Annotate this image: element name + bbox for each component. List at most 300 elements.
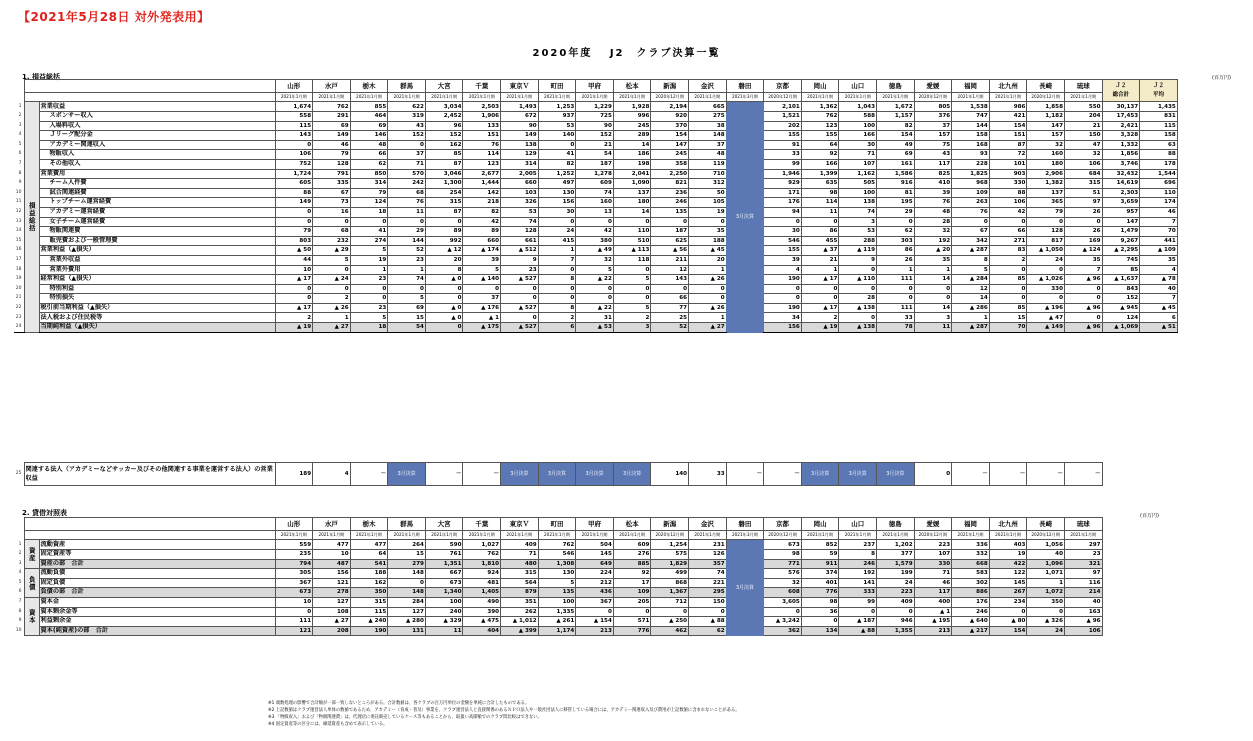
club-header: 甲府 (576, 80, 614, 93)
value-cell: － (764, 463, 802, 486)
value-cell: ▲ 45 (1140, 303, 1178, 313)
value-cell: 110 (613, 227, 651, 237)
value-cell: 67 (952, 227, 990, 237)
fiscal-period: 2020年12月期 (764, 531, 802, 540)
value-cell: ▲ 2,295 (1102, 246, 1140, 256)
value-cell: 32 (1027, 140, 1065, 150)
value-cell: 911 (801, 559, 839, 569)
value-cell: ▲ 0 (425, 313, 463, 323)
value-cell: 315 (350, 597, 388, 607)
value-cell: 0 (952, 217, 990, 227)
table-row (14, 112, 1177, 122)
club-header: 福岡 (952, 80, 990, 93)
value-cell: 82 (538, 159, 576, 169)
value-cell: 146 (350, 131, 388, 141)
value-cell: ▲ 88 (839, 626, 877, 636)
value-cell: ▲ 138 (839, 323, 877, 333)
value-cell: 886 (952, 588, 990, 598)
value-cell: 46 (914, 578, 952, 588)
value-cell: ▲ 27 (689, 323, 727, 333)
value-cell: 326 (501, 198, 539, 208)
value-cell: 246 (651, 198, 689, 208)
club-header: 琉球 (1064, 518, 1102, 531)
value-cell: 245 (651, 150, 689, 160)
value-cell: 3 (839, 217, 877, 227)
value-cell: 135 (538, 588, 576, 598)
table-row (14, 131, 1177, 141)
value-cell: 314 (501, 159, 539, 169)
value-cell: 605 (275, 179, 313, 189)
value-cell: 8 (538, 275, 576, 285)
value-cell: 50 (689, 188, 727, 198)
value-cell: 14 (613, 207, 651, 217)
value-cell: 0 (1027, 607, 1065, 617)
fiscal-period: 2020年12月期 (914, 93, 952, 102)
value-cell: 665 (689, 102, 727, 112)
value-cell: 4 (1140, 265, 1178, 275)
value-cell: ▲ 1,069 (1102, 323, 1140, 333)
fiscal-period: 2021年1月期 (613, 93, 651, 102)
value-cell: 403 (989, 540, 1027, 550)
iwata-march-closing: 3月決算 (726, 102, 764, 332)
j2-header: Ｊ２ 総合計 (1102, 80, 1140, 102)
value-cell: ▲ 113 (613, 246, 651, 256)
table-row (14, 236, 1177, 246)
value-cell: 315 (1064, 179, 1102, 189)
value-cell: 20 (689, 255, 727, 265)
value-cell: 143 (651, 275, 689, 285)
value-cell: 106 (1064, 626, 1102, 636)
fiscal-period: 2021年1月期 (989, 531, 1027, 540)
value-cell: 100 (538, 597, 576, 607)
value-cell: 302 (952, 578, 990, 588)
value-cell: 11 (388, 207, 426, 217)
row-label: 法人税および住民税等 (39, 313, 275, 323)
value-cell: 232 (313, 236, 351, 246)
row-number: 1 (18, 541, 22, 547)
value-cell: 5 (538, 578, 576, 588)
value-cell: 85 (425, 150, 463, 160)
value-cell: 0 (989, 265, 1027, 275)
club-header: 水戸 (313, 80, 351, 93)
value-cell: 87 (425, 159, 463, 169)
fiscal-period: 2021年1月期 (463, 531, 501, 540)
value-cell: 37 (388, 150, 426, 160)
value-cell: － (1027, 463, 1065, 486)
club-header: 新潟 (651, 518, 689, 531)
value-cell: 684 (1064, 169, 1102, 179)
value-cell: 771 (764, 559, 802, 569)
value-cell: 609 (576, 179, 614, 189)
value-cell: 2,503 (463, 102, 501, 112)
value-cell: 920 (651, 112, 689, 122)
value-cell: ▲ 26 (689, 275, 727, 285)
row-number: 21 (15, 295, 22, 301)
value-cell: 9 (839, 255, 877, 265)
value-cell: 98 (801, 597, 839, 607)
value-cell: 79 (313, 150, 351, 160)
value-cell: － (350, 463, 388, 486)
row-label: 女子チーム運営経費 (39, 217, 275, 227)
value-cell: 279 (388, 559, 426, 569)
value-cell: 62 (689, 626, 727, 636)
value-cell: 805 (914, 102, 952, 112)
value-cell: 46 (1140, 207, 1178, 217)
value-cell: 79 (1027, 207, 1065, 217)
table-row (14, 463, 1102, 486)
value-cell: 752 (275, 159, 313, 169)
value-cell: 89 (425, 227, 463, 237)
value-cell: 357 (689, 559, 727, 569)
club-header: 金沢 (689, 518, 727, 531)
value-cell: 91 (764, 140, 802, 150)
value-cell: 2,303 (1102, 188, 1140, 198)
value-cell: 124 (350, 198, 388, 208)
value-cell: 87 (989, 140, 1027, 150)
value-cell: ▲ 50 (275, 246, 313, 256)
value-cell: 82 (877, 121, 915, 131)
value-cell: 0 (538, 284, 576, 294)
value-cell: 2 (538, 313, 576, 323)
value-cell: 54 (388, 323, 426, 333)
value-cell: 1,579 (877, 559, 915, 569)
value-cell: 137 (1027, 188, 1065, 198)
value-cell: 436 (576, 588, 614, 598)
value-cell: 499 (651, 569, 689, 579)
value-cell: 1,586 (877, 169, 915, 179)
value-cell: 0 (463, 284, 501, 294)
fiscal-period: 2021年1月期 (952, 531, 990, 540)
value-cell: 2 (989, 255, 1027, 265)
value-cell: 409 (877, 597, 915, 607)
value-cell: 0 (764, 607, 802, 617)
value-cell: 62 (350, 159, 388, 169)
value-cell: 79 (350, 188, 388, 198)
value-cell: 155 (764, 131, 802, 141)
value-cell: 850 (350, 169, 388, 179)
value-cell: 1,056 (1027, 540, 1065, 550)
value-cell: 24 (538, 227, 576, 237)
value-cell: 263 (952, 198, 990, 208)
value-cell: ▲ 51 (1140, 323, 1178, 333)
value-cell: 696 (1140, 179, 1178, 189)
fiscal-period: 2021年1月期 (877, 531, 915, 540)
value-cell: ▲ 17 (801, 303, 839, 313)
fiscal-period: 2021年1月期 (275, 531, 313, 540)
value-cell: 186 (613, 150, 651, 160)
table-row (14, 626, 1102, 636)
value-cell: 118 (613, 255, 651, 265)
fiscal-period: 2021年1月期 (839, 93, 877, 102)
value-cell: 0 (576, 607, 614, 617)
row-label: 営業費用 (39, 169, 275, 179)
value-cell: 41 (538, 150, 576, 160)
value-cell: 570 (388, 169, 426, 179)
page-title: 2020年度 J2 クラブ決算一覧 (532, 48, 721, 59)
value-cell: ▲ 138 (839, 303, 877, 313)
value-cell: 240 (425, 607, 463, 617)
value-cell: 625 (651, 236, 689, 246)
table-row (14, 121, 1177, 131)
fiscal-period: 2021年1月期 (689, 531, 727, 540)
value-cell: 163 (1064, 607, 1102, 617)
value-cell: 156 (313, 569, 351, 579)
value-cell: 330 (1027, 284, 1065, 294)
value-cell: 34 (764, 313, 802, 323)
value-cell: 2 (275, 313, 313, 323)
value-cell: ▲ 280 (388, 617, 426, 627)
value-cell: 116 (1064, 578, 1102, 588)
value-cell: 155 (764, 246, 802, 256)
value-cell: 54 (576, 150, 614, 160)
row-number: 6 (18, 589, 22, 595)
pl-unit: (百万円) (1212, 75, 1231, 81)
value-cell: 37 (463, 294, 501, 304)
value-cell: 106 (989, 198, 1027, 208)
value-cell: 1 (877, 265, 915, 275)
value-cell: 218 (463, 198, 501, 208)
value-cell: 74 (388, 275, 426, 285)
value-cell: 53 (538, 121, 576, 131)
header-blank (24, 518, 275, 531)
value-cell: ▲ 174 (463, 246, 501, 256)
value-cell: 497 (538, 179, 576, 189)
value-cell: 17 (613, 578, 651, 588)
value-cell: 0 (1027, 294, 1065, 304)
value-cell: 550 (1064, 102, 1102, 112)
value-cell: 0 (388, 217, 426, 227)
value-cell: 42 (576, 227, 614, 237)
footnote: ※1 端数処理の影響で合計額が一部一致しないところがある。合計数値は、各クラブの百万円単位の金額を単純に合計したものである。 (268, 701, 530, 706)
value-cell: 71 (839, 150, 877, 160)
club-header: 長崎 (1027, 80, 1065, 93)
value-cell: 5 (388, 294, 426, 304)
value-cell: 76 (463, 140, 501, 150)
value-cell: 176 (952, 597, 990, 607)
value-cell: ▲ 26 (689, 303, 727, 313)
value-cell: 24 (1027, 255, 1065, 265)
value-cell: 245 (613, 121, 651, 131)
value-cell: 128 (313, 159, 351, 169)
value-cell: 129 (501, 150, 539, 160)
value-cell: ▲ 47 (1027, 313, 1065, 323)
value-cell: 0 (877, 217, 915, 227)
value-cell: 0 (350, 294, 388, 304)
value-cell: 1,444 (463, 179, 501, 189)
value-cell: 319 (388, 112, 426, 122)
value-cell: ▲ 96 (1064, 617, 1102, 627)
value-cell: 1,202 (877, 540, 915, 550)
value-cell: 2,041 (613, 169, 651, 179)
value-cell: 0 (989, 284, 1027, 294)
value-cell: 150 (689, 597, 727, 607)
value-cell: 673 (764, 540, 802, 550)
value-cell: 115 (275, 121, 313, 131)
value-cell: － (726, 463, 764, 486)
value-cell: 1,182 (1027, 112, 1065, 122)
value-cell: ▲ 240 (350, 617, 388, 627)
value-cell: 154 (877, 131, 915, 141)
value-cell: 121 (313, 578, 351, 588)
value-cell: 97 (1064, 569, 1102, 579)
value-cell: 264 (388, 540, 426, 550)
value-cell: ▲ 527 (501, 303, 539, 313)
row-label: アカデミー運営経費 (39, 207, 275, 217)
iwata-march-closing: 3月決算 (726, 540, 764, 636)
value-cell: 111 (877, 303, 915, 313)
value-cell: 211 (651, 255, 689, 265)
row-number: 3 (18, 122, 22, 128)
value-cell: 158 (952, 131, 990, 141)
value-cell: 745 (1102, 255, 1140, 265)
value-cell: 223 (877, 588, 915, 598)
value-cell: 150 (1064, 131, 1102, 141)
value-cell: 122 (989, 569, 1027, 579)
value-cell: 195 (877, 198, 915, 208)
value-cell: 1,300 (425, 179, 463, 189)
value-cell: 0 (613, 607, 651, 617)
value-cell: 42 (463, 217, 501, 227)
value-cell: 5 (350, 313, 388, 323)
value-cell: 3月決算 (613, 463, 651, 486)
value-cell: 303 (877, 236, 915, 246)
fiscal-period: 2021年1月期 (877, 93, 915, 102)
value-cell: 69 (388, 303, 426, 313)
value-cell: 20 (425, 255, 463, 265)
value-cell: 1,027 (463, 540, 501, 550)
value-cell: 74 (839, 207, 877, 217)
value-cell: 0 (275, 207, 313, 217)
value-cell: 39 (914, 188, 952, 198)
club-header: 岡山 (801, 80, 839, 93)
value-cell: 1,043 (839, 102, 877, 112)
row-number: 5 (18, 141, 22, 147)
value-cell: 88 (989, 188, 1027, 198)
value-cell: 35 (689, 227, 727, 237)
value-cell: 66 (651, 294, 689, 304)
value-cell: 0 (1064, 294, 1102, 304)
value-cell: 400 (914, 597, 952, 607)
fiscal-period: 2021年1月期 (425, 93, 463, 102)
income-statement-table (14, 79, 1178, 333)
row-number: 14 (15, 228, 22, 234)
value-cell: 59 (801, 550, 839, 560)
value-cell: 0 (801, 217, 839, 227)
value-cell: 7 (538, 255, 576, 265)
value-cell: 214 (1064, 588, 1102, 598)
value-cell: 82 (463, 207, 501, 217)
value-cell: 3月決算 (877, 463, 915, 486)
value-cell: 7 (1064, 265, 1102, 275)
value-cell: 852 (801, 540, 839, 550)
fiscal-period: 2021年1月期 (275, 93, 313, 102)
value-cell: 35 (1064, 255, 1102, 265)
value-cell: 1,906 (463, 112, 501, 122)
value-cell: 1,252 (538, 169, 576, 179)
row-label: Ｊリーグ配分金 (39, 131, 275, 141)
club-header: 磐田 (726, 80, 764, 93)
value-cell: 0 (989, 217, 1027, 227)
release-tag: 【2021年5月28日 対外発表用】 (18, 10, 210, 24)
table-row (14, 540, 1102, 550)
club-header: 北九州 (989, 518, 1027, 531)
value-cell: 367 (275, 578, 313, 588)
value-cell: 94 (764, 207, 802, 217)
value-cell: 558 (275, 112, 313, 122)
value-cell: 23 (501, 265, 539, 275)
value-cell: 929 (764, 179, 802, 189)
value-cell: 166 (801, 159, 839, 169)
value-cell: 18 (350, 207, 388, 217)
value-cell: 564 (501, 578, 539, 588)
value-cell: 622 (388, 102, 426, 112)
value-cell: 246 (952, 607, 990, 617)
value-cell: 3 (914, 313, 952, 323)
value-cell: 365 (1027, 198, 1065, 208)
value-cell: 67 (313, 188, 351, 198)
value-cell: 0 (651, 607, 689, 617)
row-number: 15 (15, 237, 22, 243)
j2-header: Ｊ２ 平均 (1140, 80, 1178, 102)
row-number: 18 (15, 266, 22, 272)
table-row (14, 207, 1177, 217)
value-cell: 48 (350, 140, 388, 150)
value-cell: 68 (313, 227, 351, 237)
value-cell: 0 (801, 617, 839, 627)
value-cell: 761 (425, 550, 463, 560)
value-cell: 794 (275, 559, 313, 569)
club-header: 徳島 (877, 80, 915, 93)
fiscal-period: 2021年1月期 (613, 531, 651, 540)
value-cell: 48 (689, 150, 727, 160)
value-cell: 4 (764, 265, 802, 275)
value-cell: 336 (952, 540, 990, 550)
value-cell: 0 (538, 265, 576, 275)
value-cell: 236 (651, 188, 689, 198)
value-cell: 3月決算 (576, 463, 614, 486)
value-cell: 23 (1064, 550, 1102, 560)
value-cell: 1 (801, 265, 839, 275)
value-cell: 1,340 (425, 588, 463, 598)
value-cell: 855 (350, 102, 388, 112)
value-cell: 0 (538, 294, 576, 304)
value-cell: 141 (839, 578, 877, 588)
value-cell: ▲ 27 (313, 617, 351, 627)
value-cell: 148 (388, 569, 426, 579)
club-header: 新潟 (651, 80, 689, 93)
value-cell: 1,858 (1027, 102, 1065, 112)
value-cell: 1,825 (952, 169, 990, 179)
value-cell: 3月決算 (839, 463, 877, 486)
value-cell: 762 (538, 540, 576, 550)
value-cell: 72 (989, 150, 1027, 160)
value-cell: 3,034 (425, 102, 463, 112)
value-cell: 142 (463, 188, 501, 198)
value-cell: 29 (877, 207, 915, 217)
value-cell: 90 (576, 121, 614, 131)
row-label: トップチーム運営経費 (39, 198, 275, 208)
value-cell: 1,674 (275, 102, 313, 112)
row-label: 特別損失 (39, 294, 275, 304)
value-cell: 66 (989, 227, 1027, 237)
value-cell: 885 (613, 559, 651, 569)
row-label: 流動負債 (39, 569, 275, 579)
value-cell: 16 (313, 207, 351, 217)
value-cell: 0 (839, 313, 877, 323)
value-cell: 315 (425, 198, 463, 208)
value-cell: 0 (576, 217, 614, 227)
value-cell: 32 (914, 227, 952, 237)
